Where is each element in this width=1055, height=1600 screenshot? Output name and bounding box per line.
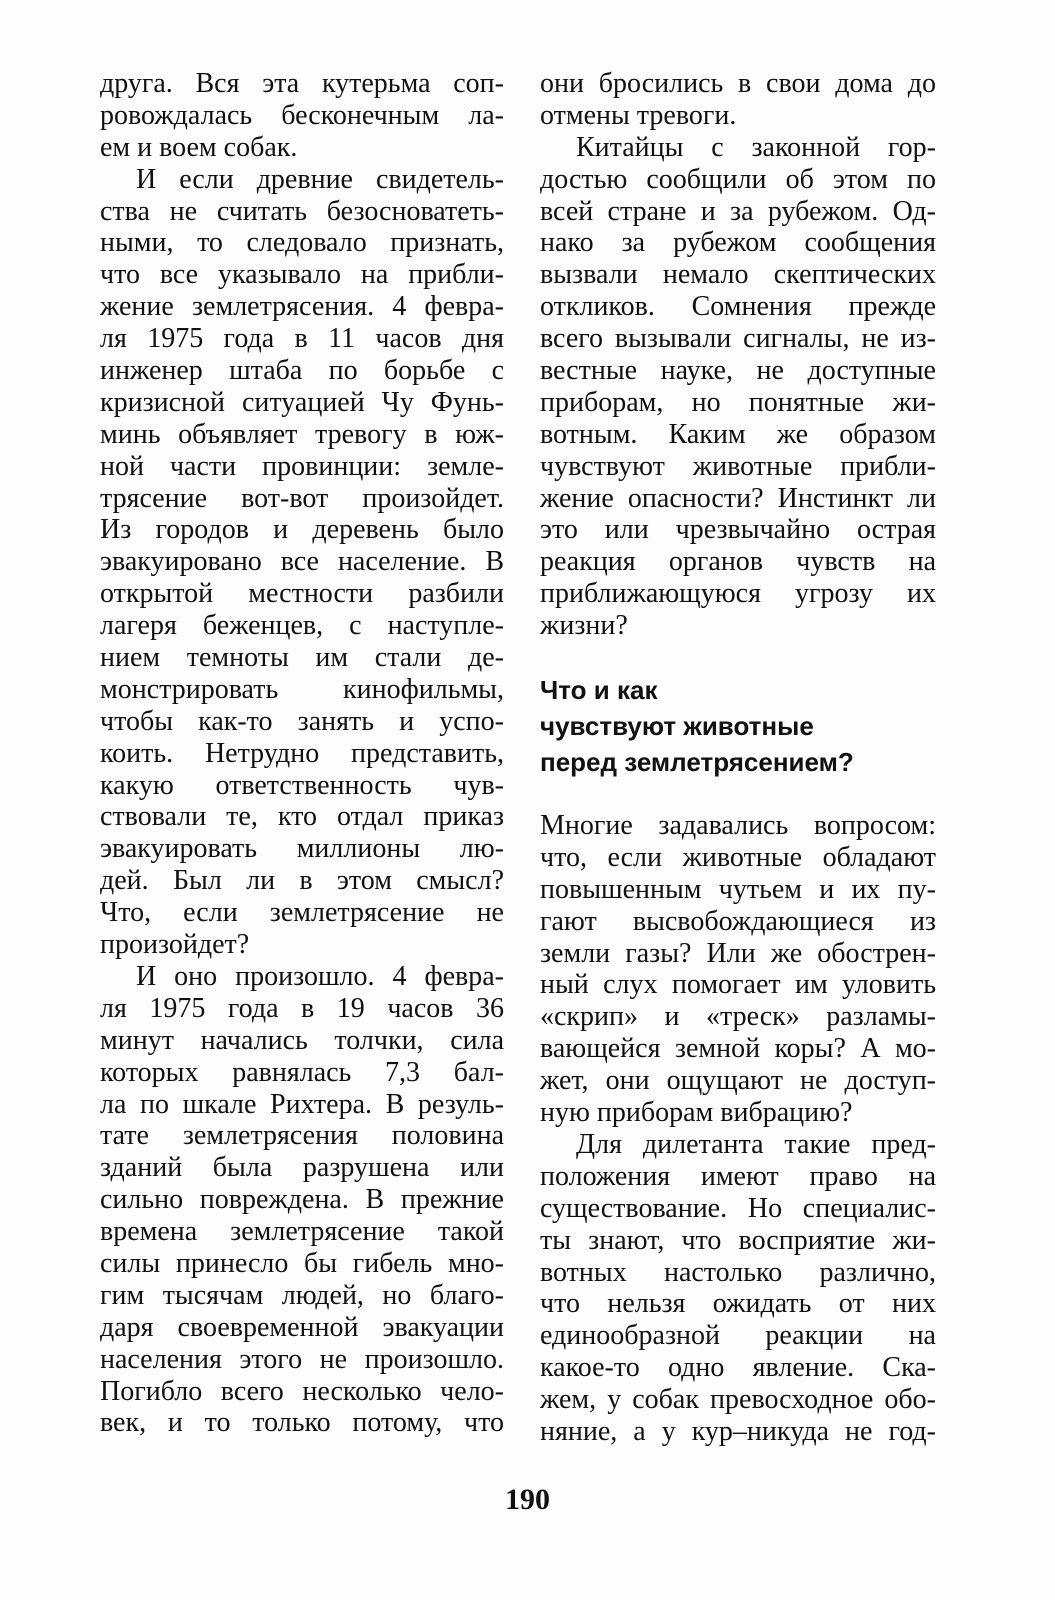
- text-line: вотных настолько различно,: [540, 1256, 936, 1288]
- text-line: даря своевременной эвакуации: [100, 1311, 504, 1343]
- text-line: Многие задавались вопросом:: [540, 810, 936, 842]
- text-line: чувствуют животные прибли-: [540, 450, 936, 482]
- text-line: вестные науке, не доступные: [540, 355, 936, 387]
- text-line: нием темноты им стали де-: [100, 642, 504, 674]
- text-line: тате землетрясения половина: [100, 1120, 504, 1152]
- text-line: приближающуюся угрозу их: [540, 578, 936, 610]
- text-line: И если древние свидетель-: [136, 163, 504, 195]
- text-line: земли газы? Или же обострен-: [540, 937, 936, 969]
- text-line: сильно повреждена. В прежние: [100, 1184, 504, 1216]
- text-line: положения имеют право на: [540, 1160, 936, 1192]
- text-line: ный слух помогает им уловить: [540, 969, 936, 1001]
- text-line: ля 1975 года в 19 часов 36: [100, 992, 504, 1024]
- text-line: Погибло всего несколько чело-: [100, 1375, 504, 1407]
- text-line: трясение вот-вот произойдет.: [100, 482, 504, 514]
- text-line: гим тысячам людей, но благо-: [100, 1279, 504, 1311]
- text-line: всего вызывали сигналы, не из-: [540, 323, 936, 355]
- text-line: достью сообщили об этом по: [540, 163, 936, 195]
- text-line: вотным. Каким же образом: [540, 418, 936, 450]
- text-line: ной части провинции: земле-: [100, 450, 504, 482]
- text-line: это или чрезвычайно острая: [540, 514, 936, 546]
- text-line: повышенным чутьем и их пу-: [540, 873, 936, 905]
- heading-line: чувствуют животные: [540, 711, 814, 742]
- text-line: кризисной ситуацией Чу Фунь-: [100, 386, 504, 418]
- text-line: чтобы как-то занять и успо-: [100, 705, 504, 737]
- text-line: вызвали немало скептических: [540, 259, 936, 291]
- text-line: произойдет?: [100, 929, 250, 961]
- text-line: дей. Был ли в этом смысл?: [100, 865, 504, 897]
- text-line: гают высвобождающиеся из: [540, 905, 936, 937]
- text-line: минут начались толчки, сила: [100, 1024, 504, 1056]
- text-line: эвакуировать миллионы лю-: [100, 833, 504, 865]
- right-column-paragraphs-top: [540, 68, 936, 642]
- text-line: жет, они ощущают не доступ-: [540, 1065, 936, 1097]
- text-line: отмены тревоги.: [540, 99, 737, 131]
- text-line: откликов. Сомнения прежде: [540, 291, 936, 323]
- text-line: Из городов и деревень было: [100, 514, 504, 546]
- text-line: ными, то следовало признать,: [100, 227, 504, 259]
- text-line: что все указывало на прибли-: [100, 259, 504, 291]
- text-line: ем и воем собак.: [100, 131, 298, 163]
- text-line: что нельзя ожидать от них: [540, 1288, 936, 1320]
- text-line: инженер штаба по борьбе с: [100, 355, 504, 387]
- text-line: реакция органов чувств на: [540, 546, 936, 578]
- text-line: зданий была разрушена или: [100, 1152, 504, 1184]
- text-line: Что, если землетрясение не: [100, 897, 504, 929]
- section-heading: [540, 672, 936, 780]
- text-line: ты знают, что восприятие жи-: [540, 1224, 936, 1256]
- heading-line: перед землетрясением?: [540, 747, 854, 778]
- text-line: жизни?: [540, 610, 628, 642]
- left-text-column: [100, 68, 504, 1439]
- text-line: ровождалась бесконечным ла-: [100, 99, 504, 131]
- text-line: век, и то только потому, что: [100, 1407, 504, 1439]
- text-line: лагеря беженцев, с наступле-: [100, 610, 504, 642]
- text-line: монстрировать кинофильмы,: [100, 673, 504, 705]
- text-line: какую ответственность чув-: [100, 769, 504, 801]
- text-line: няние, а у кур–никуда не год-: [540, 1415, 936, 1447]
- right-column-paragraphs-bottom: [540, 810, 936, 1448]
- text-line: всей стране и за рубежом. Од-: [540, 195, 936, 227]
- right-text-column: [540, 68, 936, 1448]
- heading-line: Что и как: [540, 675, 658, 706]
- text-line: открытой местности разбили: [100, 578, 504, 610]
- text-line: друга. Вся эта кутерьма соп-: [100, 68, 504, 99]
- text-line: что, если животные обладают: [540, 841, 936, 873]
- text-line: Для дилетанта такие пред-: [576, 1128, 936, 1160]
- text-line: единообразной реакции на: [540, 1320, 936, 1352]
- text-line: которых равнялась 7,3 бал-: [100, 1056, 504, 1088]
- page-number: 190: [505, 1483, 550, 1516]
- text-line: ла по шкале Рихтера. В резуль-: [100, 1088, 504, 1120]
- text-line: ля 1975 года в 11 часов дня: [100, 323, 504, 355]
- text-line: какое-то одно явление. Ска-: [540, 1352, 936, 1384]
- text-line: Китайцы с законной гор-: [576, 131, 936, 163]
- text-line: существование. Но специалис-: [540, 1192, 936, 1224]
- text-line: коить. Нетрудно представить,: [100, 737, 504, 769]
- text-line: ную приборам вибрацию?: [540, 1097, 853, 1129]
- text-line: И оно произошло. 4 февра-: [136, 960, 504, 992]
- text-line: минь объявляет тревогу в юж-: [100, 418, 504, 450]
- text-line: силы принесло бы гибель мно-: [100, 1247, 504, 1279]
- text-line: нако за рубежом сообщения: [540, 227, 936, 259]
- text-line: жем, у собак превосходное обо-: [540, 1384, 936, 1416]
- text-line: эвакуировано все население. В: [100, 546, 504, 578]
- text-line: населения этого не произошло.: [100, 1343, 504, 1375]
- text-line: жение опасности? Инстинкт ли: [540, 482, 936, 514]
- text-line: вающейся земной коры? А мо-: [540, 1033, 936, 1065]
- text-line: ства не считать безосноватеть-: [100, 195, 504, 227]
- text-line: ствовали те, кто отдал приказ: [100, 801, 504, 833]
- text-line: «скрип» и «треск» разламы-: [540, 1001, 936, 1033]
- text-line: приборам, но понятные жи-: [540, 386, 936, 418]
- text-line: времена землетрясение такой: [100, 1216, 504, 1248]
- text-line: жение землетрясения. 4 февра-: [100, 291, 504, 323]
- text-line: они бросились в свои дома до: [540, 68, 936, 99]
